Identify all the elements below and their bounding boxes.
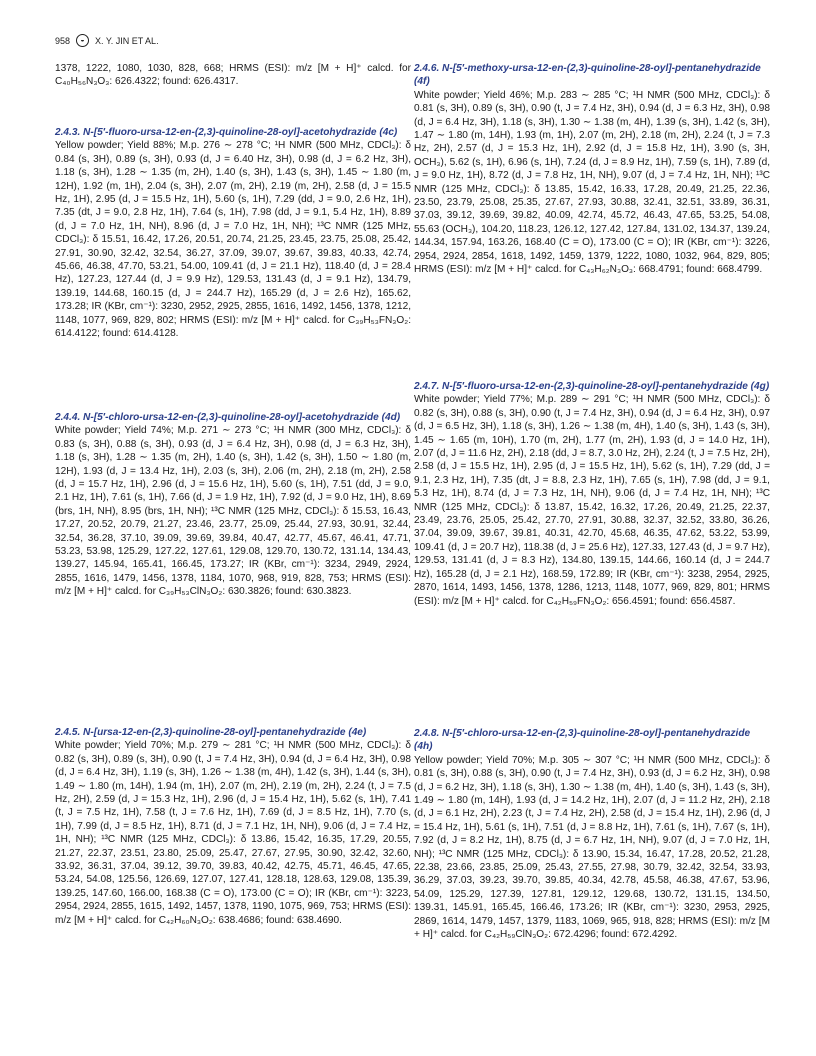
section-2-4-5 [55, 726, 411, 927]
page-number: 958 [55, 35, 71, 46]
section-2-4-7 [414, 380, 770, 608]
section-heading: 2.4.6. N-[5′-methoxy-ursa-12-en-(2,3)-quinoline-28-oyl]-pentanehydrazide (4f) [414, 63, 761, 88]
section-continuation [55, 62, 411, 89]
section-heading: 2.4.8. N-[5′-chloro-ursa-12-en-(2,3)-quinoline-28-oyl]-pentanehydrazide (4h) [414, 728, 751, 753]
section-heading: 2.4.5. N-[ursa-12-en-(2,3)-quinoline-28-oyl]-pentanehydrazide (4e) [55, 727, 367, 738]
section-heading: 2.4.4. N-[5′-chloro-ursa-12-en-(2,3)-quinoline-28-oyl]-acetohydrazide (4d) [55, 412, 401, 423]
running-header [55, 34, 159, 47]
section-body: Yellow powder; Yield 88%; M.p. 276 ∼ 278 °C; ¹H NMR (500 MHz, CDCl₃): δ 0.84 (s, 3H), 0.89 (s, 3H), 0.93 (d, J = 6.40 Hz, 3H), 0.98 (d, J = 6.2 Hz, 3H), 1.18 (s, 3H), 1.28 ∼ 1.35 (m, 2H), 1.40 (s, 3H), 1.43 (s, 3H), 1.45 ∼ 1.80 (m, 12H), 1.92 (m, 1H), 2.04 (s, 3H), 2.07 (m, 2H), 2.19 (m, 2H), 2.58 (d, J = 15.5 Hz, 1H), 2.95 (d, J = 15.5 Hz, 1H), 5.60 (s, 1H), 7.29 (dd, J = 9.0, 2.6 Hz, 1H), 7.35 (dt, J = 9.0, 2.8 Hz, 1H), 7.64 (s, 1H), 7.98 (dd, J = 9.1, 5.4 Hz, 1H), 8.89 (d, J = 7.0 Hz, 1H, NH), 8.96 (d, J = 7.0 Hz, 1H, NH); ¹³C NMR (125 MHz, CDCl₃): δ 15.51, 16.42, 17.26, 20.51, 20.74, 21.25, 23.45, 23.75, 25.08, 25.42, 27.91, 30.90, 32.42, 32.54, 36.27, 37.09, 39.07, 39.67, 39.83, 40.33, 42.74, 45.66, 46.38, 47.70, 53.21, 54.00, 109.41 (d, J = 21.1 Hz), 118.40 (d, J = 28.4 Hz), 127.23, 127.44 (d, J = 9.9 Hz), 129.53, 131.43 (d, J = 9.1 Hz), 134.79, 139.19, 144.68, 160.15 (d, J = 244.7 Hz), 165.29 (d, J = 2.6 Hz), 165.62, 173.28; IR (KBr, cm⁻¹): 3230, 2952, 2925, 2855, 1616, 1492, 1456, 1378, 1212, 1148, 1077, 969, 829, 802; HRMS (ESI): m/z [M + H]⁺ calcd. for C₃₉H₅₃FN₃O₂: 614.4122; found: 614.4128. [55, 140, 411, 340]
section-body: White powder; Yield 77%; M.p. 289 ∼ 291 °C; ¹H NMR (500 MHz, CDCl₃): δ 0.82 (s, 3H), 0.88 (s, 3H), 0.90 (t, J = 7.4 Hz, 3H), 0.94 (d, J = 6.4 Hz, 3H), 0.97 (d, J = 6.5 Hz, 3H), 1.18 (s, 3H), 1.26 ∼ 1.38 (m, 4H), 1.40 (s, 3H), 1.43 (s, 3H), 1.45 ∼ 1.65 (m, 10H), 1.70 (m, 2H), 1.77 (m, 2H), 1.93 (d, J = 14.0 Hz, 1H), 2.07 (d, J = 11.6 Hz, 2H), 2.18 (dd, J = 8.7, 3.0 Hz, 2H), 2.24 (t, J = 7.5 Hz, 2H), 2.58 (d, J = 15.5 Hz, 1H), 2.95 (d, J = 15.5 Hz, 1H), 5.62 (s, 1H), 7.29 (dd, J = 9.1, 2.3 Hz, 1H), 7.35 (dt, J = 8.8, 2.3 Hz, 1H), 7.65 (s, 1H), 7.98 (dd, J = 9.1, 5.3 Hz, 1H), 8.74 (d, J = 7.3 Hz, 1H, NH), 9.06 (d, J = 7.4 Hz, 1H, NH); ¹³C NMR (125 MHz, CDCl₃): δ 13.87, 15.42, 16.32, 17.26, 20.49, 21.25, 22.37, 23.49, 23.76, 25.05, 25.42, 27.70, 27.91, 30.88, 32.37, 32.52, 33.80, 36.26, 37.04, 39.09, 39.67, 39.81, 40.31, 42.70, 45.68, 46.35, 47.62, 53.22, 53.99, 109.41 (d, J = 20.7 Hz), 118.38 (d, J = 25.6 Hz), 127.33, 127.43 (d, J = 9.7 Hz), 129.53, 131.41 (d, J = 8.3 Hz), 134.80, 139.15, 144.66, 160.14 (d, J = 244.7 Hz), 165.28 (d, J = 2.1 Hz), 168.59, 172.89; IR (KBr, cm⁻¹): 3238, 2954, 2925, 2870, 1614, 1493, 1456, 1378, 1286, 1213, 1148, 1077, 969, 829, 801; HRMS (ESI): m/z [M + H]⁺ calcd. for C₄₂H₅₉FN₃O₂: 656.4591; found: 656.4587. [414, 394, 770, 607]
section-body: Yellow powder; Yield 70%; M.p. 305 ∼ 307 °C; ¹H NMR (500 MHz, CDCl₃): δ 0.81 (s, 3H), 0.88 (s, 3H), 0.90 (t, J = 7.4 Hz, 3H), 0.93 (d, J = 6.2 Hz, 3H), 0.98 (d, J = 6.2 Hz, 3H), 1.18 (s, 3H), 1.30 ∼ 1.38 (m, 4H), 1.40 (s, 3H), 1.43 (s, 3H), 1.49 ∼ 1.80 (m, 14H), 1.93 (d, J = 14.2 Hz, 1H), 2.07 (d, J = 11.2 Hz, 2H), 2.18 (d, J = 6.1 Hz, 2H), 2.23 (t, J = 7.4 Hz, 2H), 2.58 (d, J = 15.4 Hz, 1H), 2.96 (d, J = 15.4 Hz, 1H), 5.61 (s, 1H), 7.51 (d, J = 8.8 Hz, 1H), 7.61 (s, 1H), 7.67 (s, 1H), 7.92 (d, J = 8.2 Hz, 1H), 8.75 (d, J = 6.7 Hz, 1H, NH), 9.07 (d, J = 7.0 Hz, 1H, NH); ¹³C NMR (125 MHz, CDCl₃): δ 13.90, 15.34, 16.47, 17.28, 20.52, 21.28, 22.38, 23.66, 23.85, 25.09, 25.43, 27.55, 27.98, 30.79, 32.42, 32.54, 33.93, 36.29, 37.03, 39.23, 39.70, 39.85, 40.34, 42.78, 45.58, 46.38, 47.67, 53.96, 54.09, 125.29, 127.39, 127.81, 129.12, 129.68, 130.72, 131.15, 134.50, 139.31, 145.91, 165.45, 166.46, 173.26; IR (KBr, cm⁻¹): 3230, 2953, 2925, 2869, 1614, 1479, 1457, 1379, 1183, 1069, 965, 918, 828; HRMS (ESI): m/z [M + H]⁺ calcd. for C₄₂H₅₉ClN₃O₂: 672.4296; found: 672.4292. [414, 754, 770, 941]
running-authors: X. Y. JIN ET AL. [95, 35, 159, 46]
section-2-4-6 [414, 62, 770, 277]
section-2-4-8 [414, 727, 770, 942]
section-body: White powder; Yield 74%; M.p. 271 ∼ 273 °C; ¹H NMR (300 MHz, CDCl₃): δ 0.83 (s, 3H), 0.88 (s, 3H), 0.93 (d, J = 6.4 Hz, 3H), 0.98 (d, J = 6.3 Hz, 3H), 1.18 (s, 3H), 1.28 ∼ 1.35 (m, 2H), 1.40 (s, 3H), 1.42 (s, 3H), 1.50 ∼ 1.80 (m, 12H), 1.93 (d, J = 13.4 Hz, 1H), 2.03 (s, 3H), 2.06 (m, 2H), 2.18 (m, 2H), 2.58 (d, J = 15.7 Hz, 1H), 2.96 (d, J = 15.6 Hz, 1H), 5.60 (s, 1H), 7.51 (dd, J = 9.0, 2.1 Hz, 1H), 7.61 (s, 1H), 7.66 (d, J = 1.9 Hz, 1H), 7.92 (d, J = 9.0 Hz, 1H), 8.69 (brs, 1H, NH), 8.95 (brs, 1H, NH); ¹³C NMR (125 MHz, CDCl₃): δ 15.53, 16.43, 17.27, 20.52, 20.79, 21.27, 23.46, 23.77, 25.09, 25.44, 27.93, 30.91, 32.44, 32.54, 36.28, 37.10, 39.09, 39.69, 39.84, 40.47, 42.77, 45.67, 46.41, 47.71, 53.23, 53.98, 125.29, 127.22, 127.61, 129.08, 129.70, 130.72, 131.14, 134.43, 139.27, 145.94, 165.41, 166.45, 173.27; IR (KBr, cm⁻¹): 3234, 2949, 2924, 2855, 1616, 1479, 1456, 1378, 1184, 1070, 968, 919, 828, 753; HRMS (ESI): m/z [M + H]⁺ calcd. for C₃₉H₅₃ClN₃O₂: 630.3826; found: 630.3823. [55, 425, 411, 598]
section-2-4-3 [55, 126, 411, 341]
publisher-logo-icon: ◒ [76, 34, 89, 47]
continuation-text: 1378, 1222, 1080, 1030, 828, 668; HRMS (ESI): m/z [M + H]⁺ calcd. for C₄₀H₅₆N₃O₃: 626.4322; found: 626.4317. [55, 63, 411, 88]
section-body: White powder; Yield 46%; M.p. 283 ∼ 285 °C; ¹H NMR (500 MHz, CDCl₃): δ 0.81 (s, 3H), 0.89 (s, 3H), 0.90 (t, J = 7.4 Hz, 3H), 0.94 (d, J = 6.3 Hz, 3H), 0.98 (d, J = 6.4 Hz, 3H), 1.18 (s, 3H), 1.30 ∼ 1.38 (m, 4H), 1.39 (s, 3H), 1.42 (s, 3H), 1.47 ∼ 1.80 (m, 14H), 1.93 (m, 1H), 2.07 (m, 2H), 2.18 (m, 2H), 2.24 (t, J = 7.3 Hz, 2H), 2.57 (d, J = 15.3 Hz, 1H), 2.92 (d, J = 15.8 Hz, 1H), 3.90 (s, 3H, OCH₃), 5.62 (s, 1H), 6.96 (s, 1H), 7.24 (d, J = 8.9 Hz, 1H), 7.59 (s, 1H), 7.89 (d, J = 9.0 Hz, 1H), 8.72 (d, J = 7.8 Hz, 1H, NH), 9.07 (d, J = 7.4 Hz, 1H, NH); ¹³C NMR (125 MHz, CDCl₃): δ 13.85, 15.42, 16.33, 17.28, 20.49, 21.25, 22.36, 23.50, 23.79, 25.08, 25.35, 27.67, 27.93, 30.88, 32.41, 32.51, 33.89, 36.31, 37.03, 39.12, 39.69, 39.82, 40.09, 42.74, 45.72, 46.43, 47.65, 53.25, 54.08, 55.63 (OCH₃), 104.20, 118.23, 126.12, 127.42, 127.84, 131.02, 134.37, 139.24, 144.34, 157.94, 163.26, 168.40 (C = O), 173.00 (C = O); IR (KBr, cm⁻¹): 3226, 2954, 2924, 2854, 1618, 1492, 1459, 1379, 1222, 1080, 1032, 964, 829, 805; HRMS (ESI): m/z [M + H]⁺ calcd. for C₄₃H₆₂N₃O₃: 668.4791; found: 668.4799. [414, 89, 770, 276]
section-body: White powder; Yield 70%; M.p. 279 ∼ 281 °C; ¹H NMR (500 MHz, CDCl₃): δ 0.82 (s, 3H), 0.89 (s, 3H), 0.90 (t, J = 7.4 Hz, 3H), 0.94 (d, J = 6.4 Hz, 3H), 0.98 (d, J = 6.4 Hz, 3H), 1.19 (s, 3H), 1.26 ∼ 1.38 (m, 4H), 1.42 (s, 3H), 1.44 (s, 3H), 1.49 ∼ 1.80 (m, 14H), 1.94 (m, 1H), 2.07 (m, 2H), 2.19 (m, 2H), 2.24 (t, J = 7.5 Hz, 2H), 2.59 (d, J = 15.3 Hz, 1H), 2.96 (d, J = 15.4 Hz, 1H), 5.62 (s, 1H), 7.41 (t, J = 7.5 Hz, 1H), 7.58 (t, J = 7.6 Hz, 1H), 7.69 (d, J = 8.5 Hz, 1H), 7.70 (s, 1H), 7.99 (d, J = 8.5 Hz, 1H), 8.71 (d, J = 7.1 Hz, 1H, NH), 9.06 (d, J = 7.4 Hz, 1H, NH); ¹³C NMR (125 MHz, CDCl₃): δ 13.86, 15.42, 16.35, 17.29, 20.55, 21.27, 22.37, 23.51, 23.80, 25.09, 25.47, 27.67, 27.95, 30.90, 32.42, 32.60, 33.92, 36.31, 37.04, 39.12, 39.70, 39.83, 40.42, 42.75, 45.71, 46.45, 47.65, 53.24, 54.08, 125.56, 126.69, 127.07, 127.41, 128.18, 128.63, 129.08, 135.39, 139.25, 147.60, 166.00, 168.38 (C = O), 173.00 (C = O); IR (KBr, cm⁻¹): 3223, 2954, 2924, 2855, 1615, 1492, 1457, 1378, 1190, 1075, 969, 753; HRMS (ESI): m/z [M + H]⁺ calcd. for C₄₂H₆₀N₃O₂: 638.4686; found: 638.4690. [55, 740, 411, 926]
section-heading: 2.4.7. N-[5′-fluoro-ursa-12-en-(2,3)-quinoline-28-oyl]-pentanehydrazide (4g) [414, 381, 770, 392]
section-heading: 2.4.3. N-[5′-fluoro-ursa-12-en-(2,3)-quinoline-28-oyl]-acetohydrazide (4c) [55, 127, 398, 138]
section-2-4-4 [55, 411, 411, 599]
